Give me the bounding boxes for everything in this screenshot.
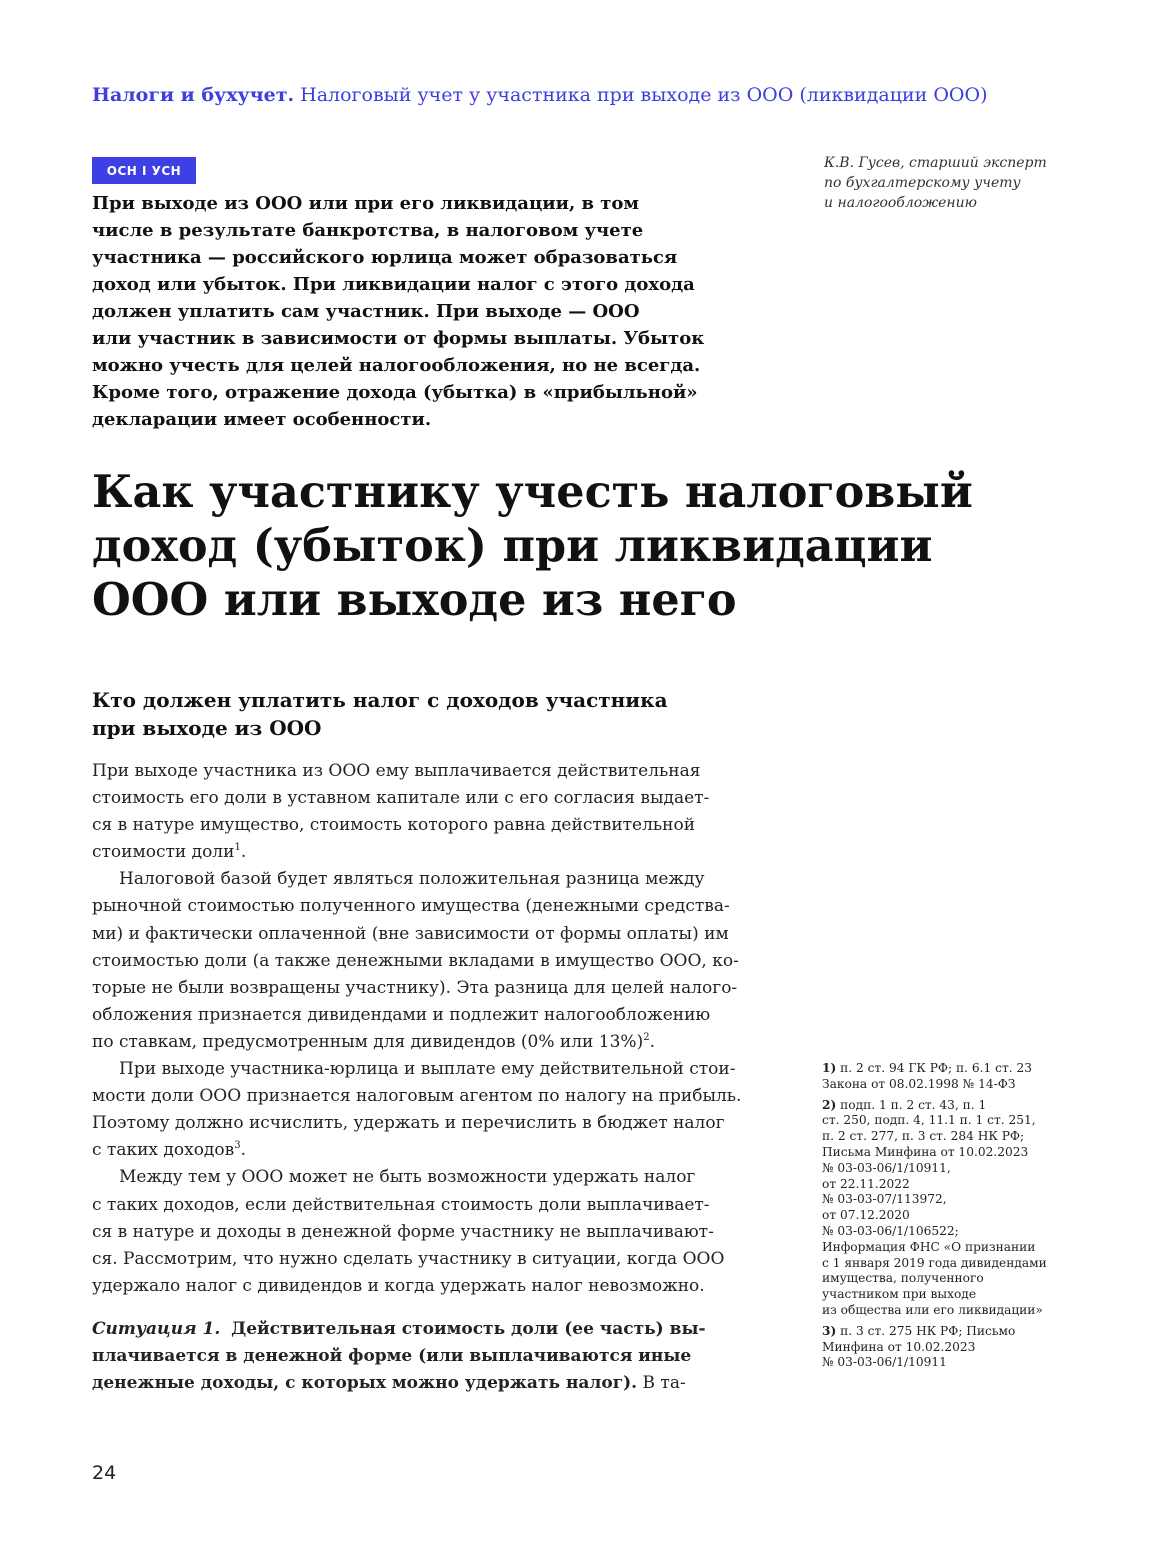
body-line: Налоговой базой будет являться положительная разница между — [119, 869, 705, 890]
body-line — [92, 1029, 782, 1056]
footnote-ref: 2 — [643, 1031, 650, 1043]
body-text-span: . — [240, 842, 247, 863]
situation-bold-text: денежные доходы, с которых можно удержать налог). — [92, 1373, 638, 1394]
body-line: стоимость его доли в уставном капитале или с его согласия выдает- — [92, 788, 710, 809]
running-header — [92, 84, 1092, 106]
body-line: При выходе участника из ООО ему выплачивается действительная — [92, 761, 701, 781]
body-line — [92, 1137, 782, 1164]
body-text-span: . — [649, 1031, 655, 1052]
body-line: рыночной стоимостью полученного имущества (денежными средства- — [92, 896, 730, 917]
body-line: ся в натуре имущество, стоимость которого равна действительной — [92, 815, 696, 836]
footnote-line: Информация ФНС «О признании — [822, 1239, 1036, 1254]
situation-bold-text: плачивается в денежной форме (или выплачиваются иные — [92, 1345, 692, 1366]
footnote-line: Минфина от 10.02.2023 — [822, 1339, 976, 1354]
footnote-text: подп. 1 п. 2 ст. 43, п. 1 — [840, 1097, 987, 1112]
footnote-line: имущества, полученного — [822, 1271, 984, 1286]
body-line: удержало налог с дивидендов и когда удержать налог невозможно. — [92, 1275, 705, 1296]
body-text — [92, 758, 782, 1397]
body-text-span: В та- — [642, 1373, 686, 1394]
footnote-line — [822, 1324, 1072, 1340]
lead-line: Кроме того, отражение дохода (убытка) в «прибыльной» — [92, 382, 698, 403]
footnote-text: п. 2 ст. 94 ГК РФ; п. 6.1 ст. 23 — [840, 1061, 1032, 1075]
footnote-line — [822, 1061, 1072, 1077]
heading-line: Кто должен уплатить налог с доходов участника — [92, 688, 668, 712]
lead-line: участника — российского юрлица может образоваться — [92, 247, 678, 268]
footnote-line: Письма Минфина от 10.02.2023 — [822, 1144, 1029, 1159]
title-line: доход (убыток) при ликвидации — [92, 520, 933, 572]
body-line: мости доли ООО признается налоговым агентом по налогу на прибыль. — [92, 1086, 742, 1107]
tax-regime-tag: ОСН I УСН — [92, 157, 196, 184]
footnote-line: № 03-03-06/1/10911 — [822, 1355, 947, 1370]
lead-line: декларации имеет особенности. — [92, 409, 432, 430]
body-line: При выходе участника-юрлица и выплате ему действительной стои- — [119, 1059, 736, 1080]
paragraph-gap — [92, 1300, 782, 1316]
body-line: ся. Рассмотрим, что нужно сделать участнику в ситуации, когда ООО — [92, 1248, 725, 1269]
body-line: стоимостью доли (а также денежными вкладами в имущество ООО, ко- — [92, 950, 739, 971]
title-line: Как участнику учесть налоговый — [92, 466, 973, 518]
footnote-number: 2) — [822, 1097, 837, 1112]
body-line: Поэтому должно исчислить, удержать и перечислить в бюджет налог — [92, 1113, 725, 1134]
section-name: Налоги и бухучет. — [92, 84, 295, 106]
heading-line: при выходе из ООО — [92, 716, 322, 740]
footnote-line: ст. 250, подп. 4, 11.1 п. 1 ст. 251, — [822, 1113, 1036, 1128]
body-line — [92, 839, 782, 866]
article-title — [92, 465, 1092, 627]
footnote-number: 3) — [822, 1323, 837, 1338]
footnote-ref: 3 — [234, 1140, 241, 1152]
body-text-span: по ставкам, предусмотренным для дивидендов (0% или 13%) — [92, 1031, 644, 1052]
footnote-text: п. 3 ст. 275 НК РФ; Письмо — [840, 1323, 1016, 1338]
situation-bold-text: Действительная стоимость доли (ее часть) вы- — [231, 1318, 706, 1339]
footnote-line — [822, 1098, 1072, 1114]
footnote-line: из общества или его ликвидации» — [822, 1302, 1043, 1317]
body-line: ми) и фактически оплаченной (вне зависимости от формы оплаты) им — [92, 923, 729, 944]
lead-line: числе в результате банкротства, в налоговом учете — [92, 220, 644, 241]
body-text-span: с таких доходов — [92, 1140, 235, 1161]
footnote-line: п. 2 ст. 277, п. 3 ст. 284 НК РФ; — [822, 1129, 1025, 1144]
lead-paragraph — [92, 190, 792, 433]
body-line: ся в натуре и доходы в денежной форме участнику не выплачивают- — [92, 1221, 714, 1242]
body-line: торые не были возвращены участнику). Эта разница для целей налого- — [92, 977, 738, 998]
situation-line — [92, 1370, 782, 1397]
lead-line: доход или убыток. При ликвидации налог с этого дохода — [92, 274, 695, 295]
situation-label: Ситуация 1. — [92, 1318, 221, 1339]
author-block — [824, 153, 1074, 213]
body-text-span: стоимости доли — [92, 842, 235, 863]
body-text-span: . — [240, 1140, 246, 1161]
situation-line — [92, 1316, 782, 1343]
lead-line: можно учесть для целей налогообложения, но не всегда. — [92, 355, 701, 376]
author-line: К.В. Гусев, старший эксперт — [824, 155, 1047, 171]
lead-line: При выходе из ООО или при его ликвидации, в том — [92, 193, 640, 214]
section-topic: Налоговый учет у участника при выходе из ООО (ликвидации ООО) — [300, 84, 988, 106]
footnotes — [822, 1061, 1072, 1371]
footnote-line: от 07.12.2020 — [822, 1208, 910, 1223]
page-number: 24 — [92, 1462, 117, 1484]
footnote-number: 1) — [822, 1061, 837, 1075]
lead-line: или участник в зависимости от формы выплаты. Убыток — [92, 328, 705, 349]
author-line: и налогообложению — [824, 195, 977, 211]
body-line: Между тем у ООО может не быть возможности удержать налог — [119, 1167, 696, 1188]
footnote-line: от 22.11.2022 — [822, 1176, 910, 1191]
body-line: обложения признается дивидендами и подлежит налогообложению — [92, 1004, 711, 1025]
author-line: по бухгалтерскому учету — [824, 175, 1021, 191]
footnote-line: с 1 января 2019 года дивидендами — [822, 1255, 1047, 1270]
body-line: с таких доходов, если действительная стоимость доли выплачивает- — [92, 1194, 710, 1215]
title-line: ООО или выходе из него — [92, 574, 737, 626]
footnote-line: участником при выходе — [822, 1287, 977, 1302]
footnote-line: № 03-03-06/1/10911, — [822, 1160, 951, 1175]
section-heading — [92, 686, 792, 742]
situation-line — [92, 1343, 782, 1370]
lead-line: должен уплатить сам участник. При выходе — ООО — [92, 301, 640, 322]
footnote-line: Закона от 08.02.1998 № 14-ФЗ — [822, 1076, 1016, 1091]
footnote-ref: 1 — [234, 842, 241, 854]
footnote-line: № 03-03-06/1/106522; — [822, 1223, 959, 1238]
footnote-line: № 03-03-07/113972, — [822, 1192, 947, 1207]
